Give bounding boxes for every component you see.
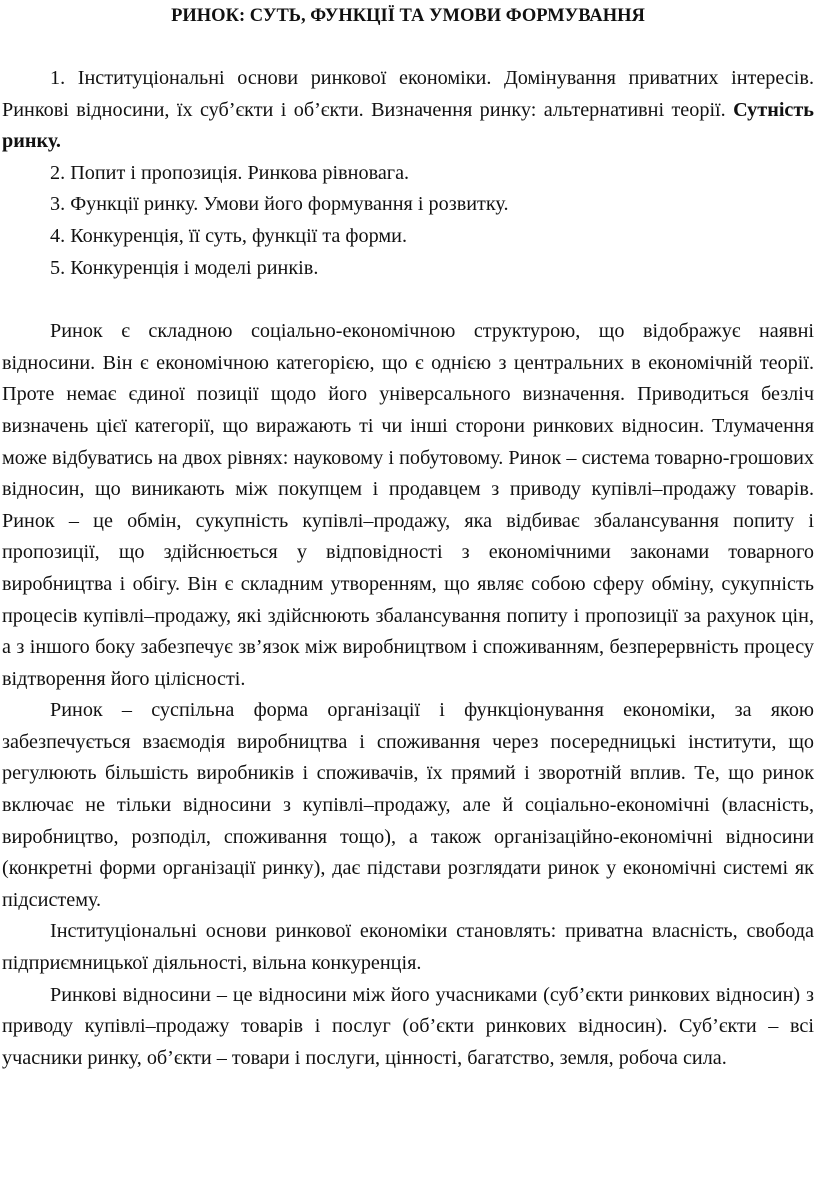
document-title: РИНОК: СУТЬ, ФУНКЦІЇ ТА УМОВИ ФОРМУВАННЯ xyxy=(171,6,645,26)
outline-item-4: 4. Конкуренція, її суть, функції та форми. xyxy=(50,224,407,247)
outline-item-1-text: 1. Інституціональні основи ринкової економіки. Домінування приватних інтересів. Ринкові відносини, їх суб’єкти і об’єкти. Визначення ринку: альтернативні теорії. xyxy=(2,67,814,121)
outline-item-2: 2. Попит і пропозиція. Ринкова рівновага. xyxy=(50,161,410,184)
paragraph-market-relations: Ринкові відносини – це відносини між його учасниками (суб’єкти ринкових відносин) з приводу купівлі–продажу товарів і послуг (об’єкти ринкових відносин). Суб’єкти – всі учасники ринку, об’єкти – товари і послуги, цінності, багатство, земля, робоча сила. xyxy=(2,983,814,1069)
paragraph-institutional-basis: Інституціональні основи ринкової економіки становлять: приватна власність, свобода підприємницької діяльності, вільна конкуренція. xyxy=(2,920,814,975)
outline-item-1-bold: Сутність ринку. xyxy=(2,98,814,153)
outline-item-5: 5. Конкуренція і моделі ринків. xyxy=(50,256,319,279)
outline-item-1 xyxy=(2,63,814,158)
outline-list xyxy=(2,63,814,284)
paragraph-market-social-form: Ринок – суспільна форма організації і функціонування економіки, за якою забезпечується взаємодія виробництва і споживання через посередницькі інститути, що регулюють більшість виробників і споживачів, їх прямий і зворотній вплив. Те, що ринок включає не тільки відносини з купівлі–продажу, але й соціально-економічні (власність, виробництво, розподіл, споживання тощо), а також організаційно-економічні відносини (конкретні форми організації ринку), дає підстави розглядати ринок у економічні системі як підсистему. xyxy=(2,699,814,911)
paragraph-market-definition: Ринок є складною соціально-економічною структурою, що відображує наявні відносини. Він є економічною категорією, що є однією з центральних в економічній теорії. Проте немає єдиної позиції щодо його універсального визначення. Приводиться безліч визначень цієї категорії, що виражають ті чи інші сторони ринкових відносин. Тлумачення може відбуватись на двох рівнях: науковому і побутовому. Ринок – система товарно-грошових відносин, що виникають між покупцем і продавцем з приводу купівлі–продажу товарів. Ринок – це обмін, сукупність купівлі–продажу, яка відбиває збалансування попиту і пропозиції, що здійснюється у відповідності з економічними законами товарного виробництва і обігу. Він є складним утворенням, що являє собою сферу обміну, сукупність процесів купівлі–продажу, які здійснюють збалансування попиту і пропозиції за рахунок цін, а з іншого боку забезпечує зв’язок між виробництвом і споживанням, безперервність процесу відтворення його цілісності. xyxy=(2,320,814,690)
outline-item-3: 3. Функції ринку. Умови його формування і розвитку. xyxy=(50,193,509,216)
body-text xyxy=(2,316,814,1074)
